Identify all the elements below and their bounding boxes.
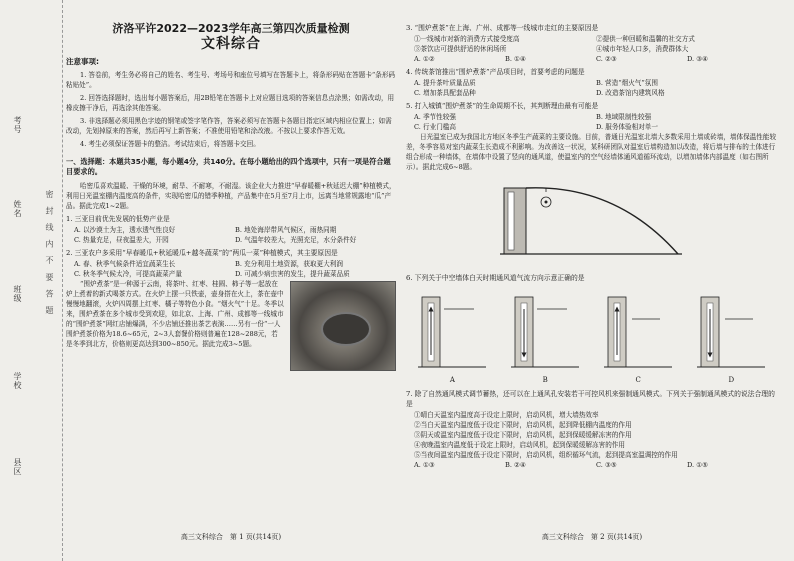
exam-subject: 文科综合 xyxy=(201,35,261,52)
option: A. 以沙漠土为主，透水透气性良好 xyxy=(74,225,176,234)
page-1-footer: 高三文科综合 第 1 页(共14页) xyxy=(180,532,282,541)
page-2 xyxy=(406,20,778,540)
greenhouse-diagram xyxy=(496,178,686,262)
figure-c xyxy=(600,289,678,373)
notice-item: 2. 回答选择题时，选出每小题答案后，用2B铅笔在答题卡上对应题目选项的答案信息点涂黑；如需改动，用橡皮擦干净后，再选涂其他答案。 xyxy=(66,93,395,112)
option: D. 气温年较差大，光照充足，水分条件好 xyxy=(235,235,357,244)
question-1: 1. 三亚目前优先发展的低势产业是 xyxy=(66,214,170,223)
fan-hub xyxy=(545,201,548,204)
option: C. ②③ xyxy=(596,55,617,63)
question-4-options xyxy=(406,78,778,98)
label-xuexiao: 学校 xyxy=(13,372,22,390)
material-3: 日光温室已成为我国北方地区冬季生产蔬菜的主要设施。目前，普通日光温室北墙大多数采用土墙或砖墙，墙体保温性能较差，冬季容易对室内蔬菜生长造成不利影响。为改善这一状况，某科研团队对温室后墙构造加以改造，将后墙与排布的土体进行组合形成一种墙体，在墙体中设置了竖向的通风道，使温室内的空气经墙体通风道循环流动，以增加墙体内部温度（如右图所示）。据此完成6~8题。 xyxy=(406,133,777,171)
option: C. 热量充足，昼夜温差大，开园 xyxy=(74,235,169,244)
question-3: 3. “围炉煮茶”在上海、广州、成都等一线城市走红的主要原因是 xyxy=(406,24,599,32)
question-5: 5. 打入城镇“围炉煮茶”的生命周期不长，其判断理由最有可能是 xyxy=(406,102,599,110)
statement: ①一线城市对新的消费方式接受度高 xyxy=(414,35,520,43)
page-1 xyxy=(66,20,396,540)
statement: ①晴白天温室内温度高于设定上限时，启动风机，增大墙热效率 xyxy=(414,411,599,419)
label-xingming: 姓名 xyxy=(13,200,22,218)
figure-a xyxy=(414,289,492,373)
option: D. 可减少病虫害的发生，提升蔬菜品质 xyxy=(235,269,350,278)
question-7-items xyxy=(406,410,778,460)
question-7-options xyxy=(406,460,778,470)
question-6: 6. 下列关于中空墙体白天时期通风道气流方向示意正确的是 xyxy=(406,273,585,282)
figure-label: B xyxy=(542,375,548,384)
option: D. ①⑤ xyxy=(687,461,709,469)
material-1: 哈密瓜喜欢温暖、干燥的环境，耐旱、不耐寒，不耐湿。该企业大力推进“早春暖棚+秋延迟大棚”种植模式，利用日光温室棚内温度高的条件，实现哈密瓜的错季种植，产品集中在5月至7月上市，远离当地常规露地“瓜”产品。据此完成1~2题。 xyxy=(66,181,396,210)
exam-title: 济洛平许2022—2023学年高三第四次质量检测 xyxy=(112,22,350,35)
statement: ②提供一种回暖和温馨的社交方式 xyxy=(596,35,695,43)
notice-item: 3. 非选择题必须用黑色字迹的钢笔或签字笔作答，答案必须写在答题卡各题目指定区域内相应位置上；如需改动，先划掉原来的答案，然后再写上新答案；不准使用铅笔和涂改液。不按以上要求作答无效。 xyxy=(66,116,392,135)
option: A. 提升茶叶质量品质 xyxy=(414,79,476,87)
option: A. 季节性较强 xyxy=(414,113,456,121)
question-5-options xyxy=(406,112,778,132)
question-3-items xyxy=(406,34,778,54)
option: C. 秋冬季气候太冷，可提高蔬菜产量 xyxy=(74,269,182,278)
label-xianqu: 县区 xyxy=(13,458,22,476)
notice-heading: 注意事项: xyxy=(66,57,99,66)
question-2-options xyxy=(66,259,396,279)
figure-label: A xyxy=(449,375,455,384)
question-2: 2. 三亚农户多采用“早春暖瓜+秋延暖瓜+越冬蔬菜”的“两瓜一菜”种植模式，其主要原因是 xyxy=(66,248,338,257)
notice-item: 1. 答卷前，考生务必将自己的姓名、考生号、考场号和座位号填写在答题卡上，将条形码贴在答题卡“条形码粘贴处”。 xyxy=(66,70,396,89)
wall-air-channel xyxy=(508,192,514,250)
material-2: “围炉煮茶”是一种源于云南，将茶叶、红枣、桂圆、柿子等一起放在炉上煮着的新式喝茶方式。在火炉上摆一只铁壶，壶身搭在火上，茶在壶中慢慢地翻滚，火炉四周摆上红枣、橘子等特色小食。“烟火气”十足。冬季以来，围炉煮茶在多个城市受到欢迎，如北京、上海、广州、成都等一线城市的“围炉煮茶”网红店铺爆满，不少店铺还推出茶艺表演……另有一份“一人围炉煮茶价格为18.6~65元，2~3人套餐价格则普遍在128~288元，若是冬季到北方，价格则更高达到300~850元。据此完成3~5题。 xyxy=(66,279,284,348)
option: C. ③⑤ xyxy=(596,461,617,469)
option: B. ①④ xyxy=(505,55,526,63)
greenhouse-back-wall xyxy=(504,188,526,254)
label-kaohao: 考号 xyxy=(13,116,22,134)
question-4: 4. 传统茶馆推出“围炉煮茶”产品项目时，首要考虑的问题是 xyxy=(406,68,585,76)
option: C. 行业门槛高 xyxy=(414,123,456,131)
statement: ④夜晚温室内温度低于设定上限时，启动风机，起到保暖缓解冻害的作用 xyxy=(414,441,625,449)
section-heading: 一、选择题：本题共35小题，每小题4分，共140分。在每小题给出的四个选项中，只有一项是符合题目要求的。 xyxy=(66,156,391,176)
option: B. 地处海岸带风气候区，雨热同期 xyxy=(235,225,337,234)
option: D. 改造茶馆内建筑风格 xyxy=(596,89,665,97)
statement: ④城市年轻人口多，消费群体大 xyxy=(596,45,689,53)
option: C. 增加茶具配套品种 xyxy=(414,89,476,97)
question-3-options xyxy=(406,54,778,64)
question-1-options xyxy=(66,225,396,245)
figure-label: C xyxy=(635,375,641,384)
statement: ②当白天温室内温度低于设定下限时，启动风机，起到降低棚内温度的作用 xyxy=(414,421,632,429)
label-banji: 班级 xyxy=(13,285,22,303)
figure-labels xyxy=(406,375,778,386)
notice-list xyxy=(66,70,396,149)
figure-d xyxy=(693,289,771,373)
tea-pot-shape xyxy=(321,312,371,346)
option: B. 营造“烟火气”氛围 xyxy=(596,79,658,87)
option: B. 地域限制性较强 xyxy=(596,113,652,121)
option: A. ①② xyxy=(414,55,435,63)
option: B. 充分利用土地资源，获取更大利润 xyxy=(235,259,343,268)
question-7: 7. 除了自然通风模式调节蓄热，还可以在上通风孔安装若干可控风机来强制通风模式。下列关于强制通风模式的说法合理的是 xyxy=(406,390,775,408)
figure-label: D xyxy=(728,375,735,384)
statement: ③阴天或温室内温度低于设定下限时，启动风机，起到保暖缓解冻害的作用 xyxy=(414,431,632,439)
statement: ③茶饮店可提供舒适的休闲场所 xyxy=(414,45,507,53)
notice-item: 4. 考生必须保证答题卡的整洁。考试结束后，将答题卡交回。 xyxy=(80,139,260,148)
page-2-footer: 高三文科综合 第 2 页(共14页) xyxy=(541,532,643,541)
option: A. ①③ xyxy=(414,461,435,469)
option: D. 服务体验相对单一 xyxy=(596,123,658,131)
airflow-figures xyxy=(406,289,778,373)
option: D. ③④ xyxy=(687,55,709,63)
statement: ⑤当夜间温室内温度低于设定下限时，启动风机，组织循环气流，起到提高室温调控的作用 xyxy=(414,451,678,459)
seal-line-note: 密 封 线 内 不 要 答 题 xyxy=(45,190,54,317)
hotpot-tea-photo xyxy=(290,281,396,371)
option: B. ②④ xyxy=(505,461,526,469)
figure-b xyxy=(507,289,585,373)
option: A. 春、秋季气候条件适宜蔬菜生长 xyxy=(74,259,176,268)
